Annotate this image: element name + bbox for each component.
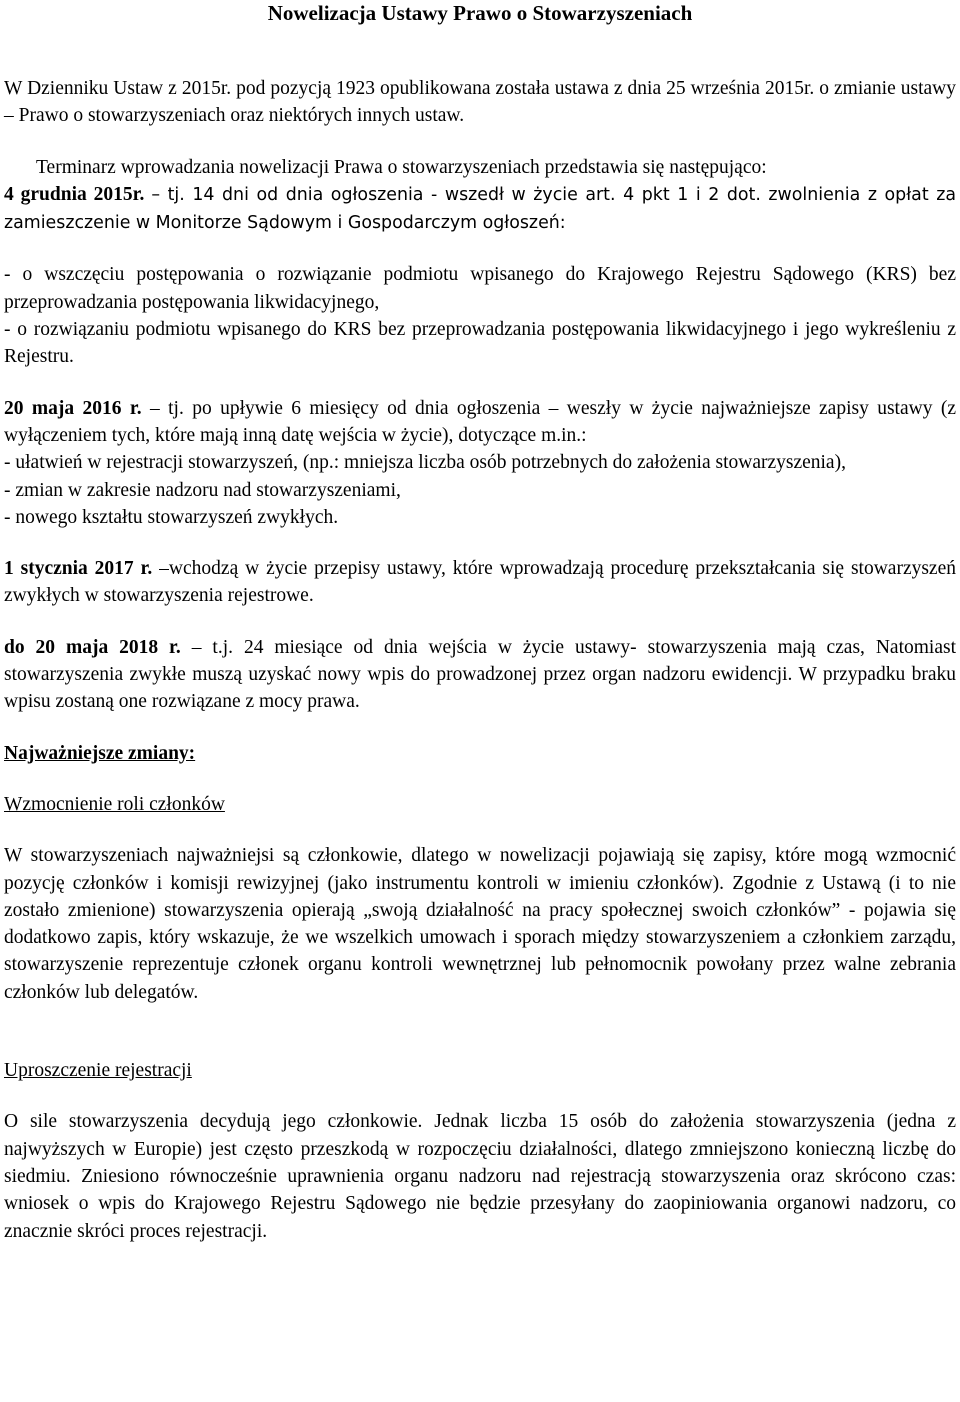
date-2017: 1 stycznia 2017 r. xyxy=(4,558,153,580)
section-text-members: W stowarzyszeniach najważniejsi są członkowie, dlatego w nowelizacji pojawiają się zapisy, które mogą wzmocnić pozycję członków i komisji rewizyjnej (jako instrumentu kontroli w imieniu członków). Zgodnie z Ustawą (i to nie zostało zmienione) stowarzyszenia opierają „swoją działalność na pracy społecznej swoich członków” - pojawia się dodatkowo zapis, który wskazuje, że we wszelkich umowach i sporach między stowarzyszeniem a członkiem zarządu, stowarzyszenie reprezentuje członek organu kontroli wewnętrznej lub pełnomocnik powołany przez walne zebrania członków lub delegatów. xyxy=(4,845,956,1003)
date-entry-2015 xyxy=(4,181,956,238)
list-item: - o wszczęciu postępowania o rozwiązanie podmiotu wpisanego do Krajowego Rejestru Sądowego (KRS) bez przeprowadzania postępowania likwidacyjnego, xyxy=(4,264,956,313)
list-item: - ułatwień w rejestracji stowarzyszeń, (np.: mniejsza liczba osób potrzebnych do założenia stowarzyszenia), xyxy=(4,452,846,474)
date-2015: 4 grudnia 2015r. xyxy=(4,183,152,205)
document-page xyxy=(4,0,956,1245)
date-2016-text: – tj. po upływie 6 miesięcy od dnia ogłoszenia – weszły w życie najważniejsze zapisy ustawy (z wyłączeniem tych, które mają inną datę wejścia w życie), dotyczące m.in.: xyxy=(4,397,956,446)
section-text-registration: O sile stowarzyszenia decydują jego członkowie. Jednak liczba 15 osób do założenia stowarzyszenia (jedna z najwyższych w Europie) jest często przeszkodą w rozpoczęciu działalności, dlatego zmniejszono konieczną liczbę do siedmiu. Zniesiono równocześnie uprawnienia organu nadzoru nad rejestracją stowarzyszenia oraz skrócono czas: wniosek o wpis do Krajowego Rejestru Sądowego nie będzie przesyłany do zaopiniowania organowi nadzoru, co znacznie skróci proces rejestracji. xyxy=(4,1111,956,1242)
schedule-intro: Terminarz wprowadzania nowelizacji Prawa o stowarzyszeniach przedstawia się następująco: xyxy=(36,156,767,178)
list-item: - nowego kształtu stowarzyszeń zwykłych. xyxy=(4,506,339,528)
intro-paragraph: W Dzienniku Ustaw z 2015r. pod pozycją 1923 opublikowana została ustawa z dnia 25 września 2015r. o zmianie ustawy – Prawo o stowarzyszeniach oraz niektórych innych ustaw. xyxy=(4,78,956,127)
list-item: - zmian w zakresie nadzoru nad stowarzyszeniami, xyxy=(4,479,401,501)
list-item: - o rozwiązaniu podmiotu wpisanego do KRS bez przeprowadzania postępowania likwidacyjnego i jego wykreśleniu z Rejestru. xyxy=(4,319,956,368)
date-entry-2018 xyxy=(4,634,956,716)
date-entry-2016 xyxy=(4,395,956,450)
date-2015-text: – tj. 14 dni od dnia ogłoszenia - wszedł w życie art. 4 pkt 1 i 2 dot. zwolnienia z opłat za zamieszczenie w Monitorze Sądowym i Gospodarczym ogłoszeń: xyxy=(4,184,956,234)
document-title: Nowelizacja Ustawy Prawo o Stowarzyszeniach xyxy=(267,1,693,25)
date-2018-text: – t.j. 24 miesiące od dnia wejścia w życie ustawy- stowarzyszenia mają czas, Natomiast stowarzyszenia zwykłe muszą uzyskać nowy wpis do prowadzonej przez organ nadzoru ewidencji. W przypadku braku wpisu zostaną one rozwiązane z mocy prawa. xyxy=(4,636,956,713)
date-2018: do 20 maja 2018 r. xyxy=(4,636,181,658)
section-heading-registration: Uproszczenie rejestracji xyxy=(4,1060,192,1082)
date-entry-2017 xyxy=(4,555,956,610)
date-2016: 20 maja 2016 r. xyxy=(4,397,142,419)
date-2017-text: –wchodzą w życie przepisy ustawy, które wprowadzają procedurę przekształcania się stowarzyszeń zwykłych w stowarzyszenia rejestrowe. xyxy=(4,558,956,607)
main-changes-heading: Najważniejsze zmiany: xyxy=(4,742,196,764)
section-heading-members: Wzmocnienie roli członków xyxy=(4,793,225,815)
